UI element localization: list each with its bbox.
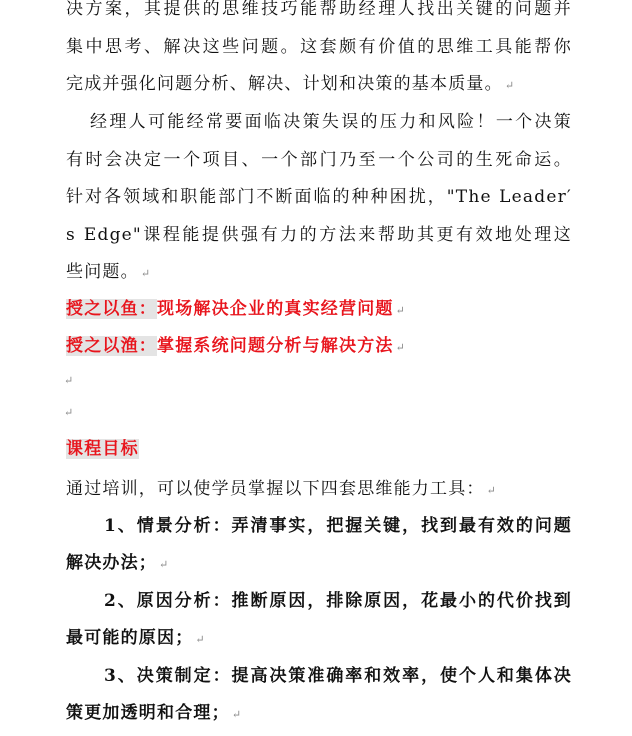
goal-item-cont: 解决办法； ↵ [66, 553, 170, 573]
text-line: 集中思考、解决这些问题。这套颇有价值的思维工具能帮你 [66, 37, 572, 57]
text-line: 决方案，其提供的思维技巧能帮助经理人找出关键的问题并 [66, 0, 572, 19]
text-line: 经理人可能经常要面临决策失误的压力和风险！一个决策 [90, 112, 572, 132]
goal-item: 2、原因分析：推断原因，排除原因，花最小的代价找到 [104, 591, 572, 611]
goal-item-cont: 策更加透明和合理； ↵ [66, 703, 243, 723]
paragraph-mark: ↵ [486, 484, 498, 497]
paragraph-mark: ↵ [395, 341, 407, 354]
goal-item: 3、决策制定：提高决策准确率和效率，使个人和集体决 [104, 666, 572, 686]
paragraph-mark: ↵ [504, 79, 516, 92]
fish-label: 授之以鱼： [66, 299, 157, 319]
fishing-label: 授之以渔： [66, 336, 157, 356]
red-line-fish [66, 297, 572, 323]
fishing-text: 掌握系统问题分析与解决方法 [157, 336, 394, 356]
empty-paragraph-mark: ↵ [64, 406, 74, 419]
paragraph-mark: ↵ [159, 558, 170, 571]
empty-paragraph-mark: ↵ [64, 374, 74, 387]
paragraph-mark: ↵ [140, 267, 152, 280]
paragraph-mark: ↵ [195, 633, 206, 646]
course-goal-heading: 课程目标 [66, 439, 139, 459]
text-line: 完成并强化问题分析、解决、计划和决策的基本质量。 ↵ [66, 74, 516, 94]
course-goal-intro: 通过培训，可以使学员掌握以下四套思维能力工具： ↵ [66, 479, 498, 499]
goal-item-cont: 最可能的原因； ↵ [66, 628, 206, 648]
text-line: s Edge"课程能提供强有力的方法来帮助其更有效地处理这 [66, 225, 572, 245]
text-line: 些问题。 ↵ [66, 262, 152, 282]
red-line-fishing [66, 334, 572, 360]
text-line: 有时会决定一个项目、一个部门乃至一个公司的生死命运。 [66, 150, 572, 170]
text-line: 针对各领域和职能部门不断面临的种种困扰，"The Leader′ [66, 187, 572, 207]
paragraph-mark: ↵ [231, 708, 243, 721]
fish-text: 现场解决企业的真实经营问题 [157, 299, 394, 319]
paragraph-mark: ↵ [395, 304, 407, 317]
goal-item: 1、情景分析：弄清事实，把握关键，找到最有效的问题 [104, 516, 572, 536]
